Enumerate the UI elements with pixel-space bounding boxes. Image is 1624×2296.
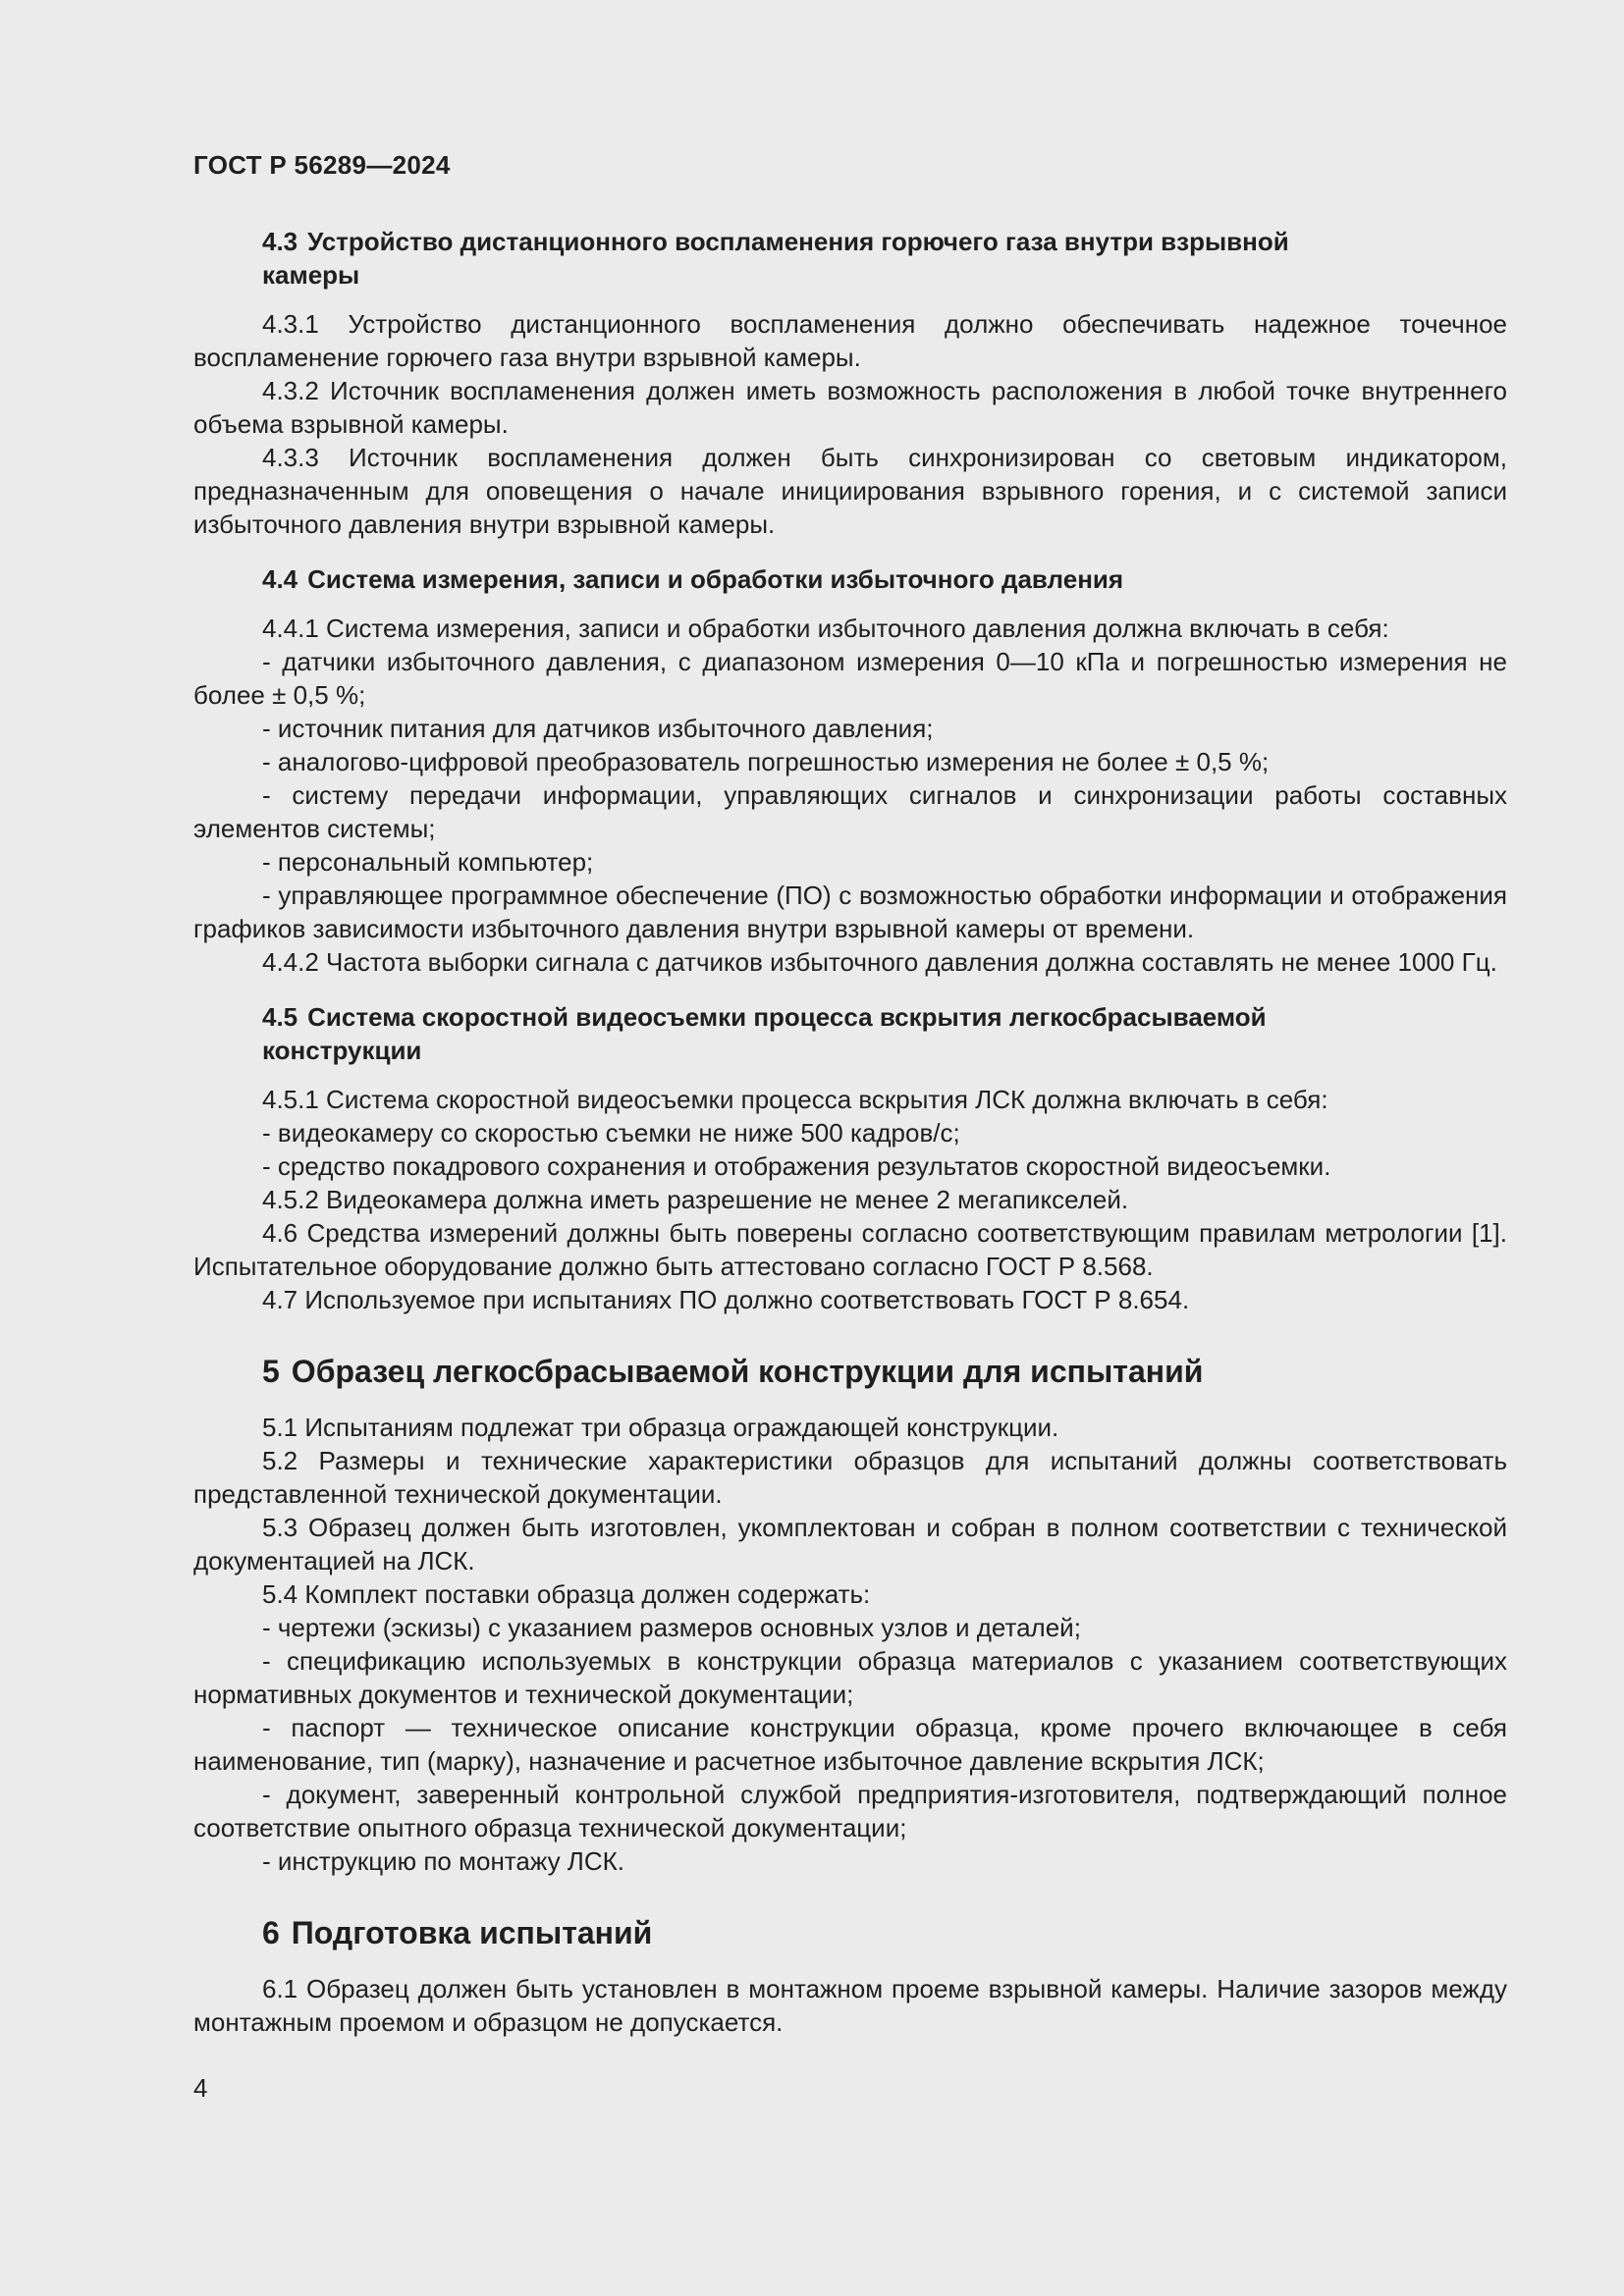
list-item: - паспорт — техническое описание конструкции образца, кроме прочего включающее в себя наименование, тип (марку), назначение и расчетное избыточное давление вскрытия ЛСК; — [193, 1713, 1507, 1776]
list-item: - спецификацию используемых в конструкции образца материалов с указанием соответствующих нормативных документов и технической документации; — [193, 1646, 1507, 1709]
paragraph: 4.4.1 Система измерения, записи и обработки избыточного давления должна включать в себя: — [262, 614, 1389, 643]
list-item: - видеокамеру со скоростью съемки не ниже 500 кадров/с; — [262, 1118, 960, 1148]
list-item: - документ, заверенный контрольной службой предприятия-изготовителя, подтверждающий полное соответствие опытного образца технической документации; — [193, 1780, 1507, 1842]
subsection-heading — [193, 562, 1507, 596]
heading-number: 4.4 — [262, 564, 298, 594]
page-number: 4 — [193, 2073, 208, 2103]
list-item: - персональный компьютер; — [262, 847, 594, 877]
list-item: - источник питания для датчиков избыточного давления; — [262, 714, 934, 743]
paragraph: 4.7 Используемое при испытаниях ПО должно соответствовать ГОСТ Р 8.654. — [262, 1285, 1190, 1314]
paragraph: 5.2 Размеры и технические характеристики образцов для испытаний должны соответствовать представленной технической документации. — [193, 1446, 1507, 1509]
list-item: - систему передачи информации, управляющих сигналов и синхронизации работы составных элементов системы; — [193, 780, 1507, 843]
paragraph: 5.3 Образец должен быть изготовлен, укомплектован и собран в полном соответствии с технической документацией на ЛСК. — [193, 1513, 1507, 1575]
list-item: - управляющее программное обеспечение (ПО) с возможностью обработки информации и отображения графиков зависимости избыточного давления внутри взрывной камеры от времени. — [193, 881, 1507, 943]
heading-title: Подготовка испытаний — [291, 1915, 653, 1950]
section-heading — [193, 1352, 1507, 1391]
list-item: - аналогово-цифровой преобразователь погрешностью измерения не более ± 0,5 %; — [262, 747, 1270, 776]
subsection-heading — [193, 225, 1507, 292]
heading-number: 4.5 — [262, 1002, 298, 1032]
paragraph: 4.3.1 Устройство дистанционного воспламенения должно обеспечивать надежное точечное воспламенение горючего газа внутри взрывной камеры. — [193, 309, 1507, 372]
paragraph: 4.5.2 Видеокамера должна иметь разрешение не менее 2 мегапикселей. — [262, 1185, 1129, 1214]
paragraph: 4.4.2 Частота выборки сигнала с датчиков избыточного давления должна составлять не менее 1000 Гц. — [262, 947, 1497, 977]
heading-title: Образец легкосбрасываемой конструкции для испытаний — [291, 1354, 1204, 1389]
heading-number: 5 — [262, 1354, 280, 1389]
list-item: - средство покадрового сохранения и отображения результатов скоростной видеосъемки. — [262, 1151, 1331, 1181]
heading-number: 4.3 — [262, 227, 298, 256]
heading-title: Система скоростной видеосъемки процесса вскрытия легкосбрасываемой конструкции — [262, 1002, 1267, 1065]
paragraph: 4.3.3 Источник воспламенения должен быть синхронизирован со световым индикатором, предназначенным для оповещения о начале инициирования взрывного горения, и с системой записи избыточного давления внутри взрывной камеры. — [193, 443, 1507, 539]
heading-number: 6 — [262, 1915, 280, 1950]
list-item: - чертежи (эскизы) с указанием размеров основных узлов и деталей; — [262, 1613, 1081, 1642]
paragraph: 4.6 Средства измерений должны быть поверены согласно соответствующим правилам метрологии [1]. Испытательное оборудование должно быть аттестовано согласно ГОСТ Р 8.568. — [193, 1218, 1507, 1281]
paragraph: 4.5.1 Система скоростной видеосъемки процесса вскрытия ЛСК должна включать в себя: — [262, 1085, 1328, 1114]
document-code-header: ГОСТ Р 56289—2024 — [193, 150, 451, 180]
list-item: - инструкцию по монтажу ЛСК. — [262, 1846, 625, 1876]
paragraph: 5.4 Комплект поставки образца должен содержать: — [262, 1579, 871, 1609]
section-heading — [193, 1913, 1507, 1952]
paragraph: 5.1 Испытаниям подлежат три образца ограждающей конструкции. — [262, 1413, 1059, 1442]
heading-title: Система измерения, записи и обработки избыточного давления — [307, 564, 1124, 594]
subsection-heading — [193, 1000, 1507, 1067]
list-item: - датчики избыточного давления, с диапазоном измерения 0—10 кПа и погрешностью измерения не более ± 0,5 %; — [193, 647, 1507, 710]
heading-title: Устройство дистанционного воспламенения горючего газа внутри взрывной камеры — [262, 227, 1289, 290]
paragraph: 4.3.2 Источник воспламенения должен иметь возможность расположения в любой точке внутреннего объема взрывной камеры. — [193, 376, 1507, 439]
document-body — [193, 225, 1507, 2039]
paragraph: 6.1 Образец должен быть установлен в монтажном проеме взрывной камеры. Наличие зазоров между монтажным проемом и образцом не допускается. — [193, 1974, 1507, 2037]
